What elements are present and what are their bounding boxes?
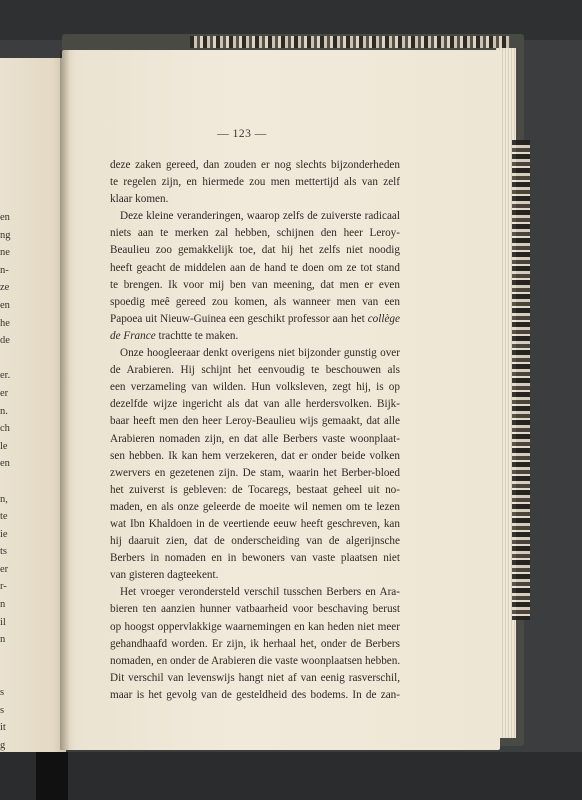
left-page: [0, 58, 66, 752]
text-line: sen hebben. Ik kan hem verzekeren, dat er onder beide volken: [110, 449, 400, 462]
left-page-fragment: er: [0, 387, 9, 399]
text-line: Arabieren nomaden zijn, en dat alle Berbers vaste woonplaat-: [110, 432, 400, 445]
text-line: dezelfde wijze ingericht als dat van alle herdersvolken. Bijk-: [110, 398, 400, 411]
left-page-fragment: g: [0, 739, 6, 751]
text-line: heeft geacht de middelen aan de hand te doen om ze tot stand: [110, 261, 400, 274]
left-page-fragment: le: [0, 440, 8, 452]
text-line: Papoea uit Nieuw-Guinea een geschikt professor aan het collège: [110, 312, 400, 325]
page-body-text: [110, 157, 400, 704]
left-page-fragment: en: [0, 212, 10, 223]
left-page-fragment: n-: [0, 264, 9, 276]
left-page-fragment: [0, 350, 12, 368]
desk-background-bottom: [0, 752, 582, 800]
left-page-fragment: it: [0, 722, 6, 734]
text-line: maden, en als onze geleerde de moeite wil nemen om te lezen: [110, 500, 400, 513]
text-line: Onze hoogleeraar denkt overigens niet bijzonder gunstig over: [120, 347, 400, 360]
left-page-fragment: n: [0, 634, 6, 646]
text-line: hij daaruit zien, dat de onderscheiding van de algerijnsche: [110, 535, 400, 548]
text-line: nomaden, en onder de Arabieren die vaste woonplaatsen hebben.: [110, 654, 400, 667]
text-line: deze zaken gereed, dan zouden er nog slechts bijzonderheden: [110, 159, 400, 171]
left-page-fragment: [0, 473, 12, 491]
left-page-fragment: en: [0, 299, 10, 311]
text-line: Berbers in nomaden en in bewoners van vaste plaatsen niet: [110, 552, 400, 565]
left-page-fragment: [0, 666, 12, 684]
text-line: maar is het gevolg van de gesteldheid des bodems. In de zan-: [110, 688, 400, 701]
left-page-fragment: de: [0, 335, 10, 347]
text-line: bieren ten aanzien hunner vatbaarheid voor beschaving berust: [110, 603, 400, 616]
text-line: op hoogst oppervlakkige waarnemingen en kan heden niet meer: [110, 620, 400, 633]
text-line: te brengen. Ik voor mij ben van meening, dat men er even: [110, 278, 400, 291]
text-line: Dit verschil van levenswijs hangt niet af van eenig rasverschil,: [110, 671, 400, 684]
left-page-fragment: s: [0, 687, 5, 699]
text-line: spoedig meê gereed zou komen, als wanneer men van een: [110, 295, 400, 308]
desk-gap: [36, 752, 68, 800]
text-line: Beaulieu zoo gemakkelijk toe, dat hij het zelfs niet noodig: [110, 244, 400, 257]
marbled-edge-side: [512, 140, 530, 620]
text-line: een verzameling van wilden. Hun volksleven, zegt hij, is op: [110, 381, 400, 394]
left-page-text-fragments: [0, 209, 12, 790]
text-line: gehandhaafd worden. Er zijn, ik herhaal het, onder de Berbers: [110, 637, 400, 650]
left-page-fragment: ie: [0, 528, 8, 540]
left-page-fragment: n,: [0, 493, 8, 505]
text-line: te regelen zijn, en hiermede zou men mettertijd als van zelf: [110, 176, 400, 189]
text-line: het zuiverst is gebleven: de Tocaregs, bestaat geheel uit no-: [110, 483, 400, 496]
gutter-shadow: [60, 50, 70, 750]
left-page-fragment: er.: [0, 370, 11, 382]
text-line: baar heeft men den heer Leroy-Beaulieu wijs gemaakt, dat alle: [110, 415, 400, 428]
left-page-fragment: ng: [0, 229, 11, 241]
left-page-fragment: er: [0, 563, 9, 575]
left-page-fragment: s: [0, 704, 5, 716]
left-page-fragment: il: [0, 616, 6, 628]
left-page-fragment: en: [0, 458, 10, 470]
text-line: de France trachtte te maken.: [110, 329, 239, 342]
left-page-fragment: n.: [0, 405, 8, 417]
text-line: de Arabieren. Hij schijnt het eenvoudig te beschouwen als: [110, 364, 400, 377]
left-page-fragment: [0, 649, 12, 667]
marbled-edge-top: [190, 36, 510, 48]
text-line: Deze kleine veranderingen, waarop zelfs de zuiverste radicaal: [120, 210, 400, 223]
text-line: klaar komen.: [110, 193, 169, 206]
left-page-fragment: n: [0, 599, 6, 611]
left-page-fragment: ze: [0, 282, 10, 294]
text-line: wat Ibn Khaldoen in de veertiende eeuw heeft geschreven, kan: [110, 517, 400, 530]
left-page-fragment: ts: [0, 546, 8, 558]
left-page-fragment: he: [0, 317, 10, 329]
left-page-fragment: ne: [0, 247, 10, 259]
page-number: — 123 —: [217, 128, 267, 140]
left-page-fragment: te: [0, 511, 8, 523]
left-page-fragment: r-: [0, 581, 7, 593]
text-line: van gisteren dagteekent.: [110, 569, 219, 582]
left-page-fragment: ch: [0, 423, 10, 435]
text-line: niets aan te merken zal hebben, schijnen den heer Leroy-: [110, 227, 400, 240]
text-line: Het vroeger verondersteld verschil tusschen Berbers en Ara-: [120, 586, 400, 599]
text-line: zwervers en gezetenen zijn. De stam, waarin het Berber-bloed: [110, 466, 400, 479]
